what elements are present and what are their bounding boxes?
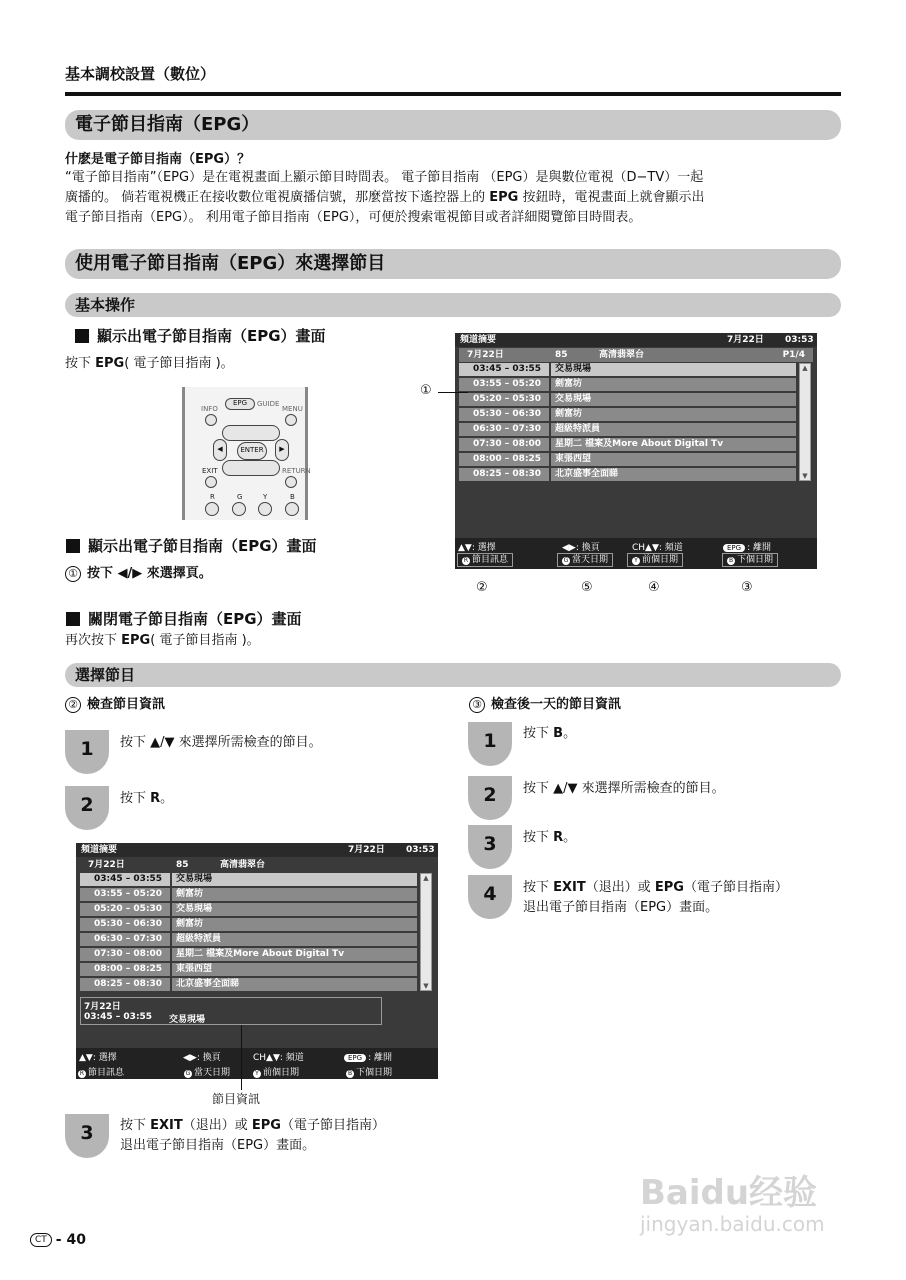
remote-y-label: Y xyxy=(263,493,268,501)
scroll-down-icon: ▼ xyxy=(802,472,808,480)
remote-left-button: ◀ xyxy=(213,439,227,461)
remote-info-label: INFO xyxy=(201,405,218,413)
section-title-epg: 電子節目指南（EPG） xyxy=(65,110,841,140)
step-badge-l1: 1 xyxy=(65,730,109,774)
remote-g-label: G xyxy=(237,493,243,501)
remote-return-button xyxy=(285,476,297,488)
remote-blue-button xyxy=(285,502,299,516)
remote-exit-button xyxy=(205,476,217,488)
today-key: G 當天日期 xyxy=(557,553,613,567)
callout-3: ③ xyxy=(741,580,753,595)
remote-return-label: RETURN xyxy=(282,467,311,475)
subsection-select: 選擇節目 xyxy=(65,663,841,687)
remote-green-button xyxy=(232,502,246,516)
epg-channel-header: 7月22日 85 高清翡翠台 xyxy=(80,858,434,872)
callout-2: ② xyxy=(476,580,488,595)
show-epg-heading-2: 顯示出電子節目指南（EPG）畫面 xyxy=(66,535,317,556)
step-r3: 按下 R。 xyxy=(523,830,577,845)
next-key: B 下個日期 xyxy=(722,553,778,567)
region-badge: CT xyxy=(30,1233,52,1247)
remote-up-button xyxy=(222,425,280,441)
right-heading: ③ 檢查後一天的節目資訊 xyxy=(469,695,621,715)
show-epg-heading: 顯示出電子節目指南（EPG）畫面 xyxy=(75,325,326,346)
epg-row[interactable]: 03:55 – 05:20 劍富坊 xyxy=(80,888,417,901)
remote-red-button xyxy=(205,502,219,516)
epg-titlebar: 頻道摘要 7月22日 03:53 xyxy=(455,333,817,347)
step-badge-l3: 3 xyxy=(65,1114,109,1158)
epg-row[interactable]: 03:55 – 05:20 劍富坊 xyxy=(459,378,796,391)
scroll-up-icon: ▲ xyxy=(423,874,429,882)
page-select-step: ① 按下 ◀/▶ 來選擇頁。 xyxy=(65,564,212,584)
step-l1: 按下 ▲/▼ 來選擇所需檢查的節目。 xyxy=(120,735,322,750)
page-footer xyxy=(30,1232,86,1248)
desc-line-2: 廣播的。 倘若電視機正在接收數位電視廣播信號，那麼當按下遙控器上的 EPG 按鈕時，電視畫面上就會顯示出 xyxy=(65,190,705,205)
epg-row[interactable]: 06:30 – 07:30 超級特派員 xyxy=(459,423,796,436)
detail-callout-label: 節目資訊 xyxy=(212,1092,261,1106)
desc-line-1: “電子節目指南”（EPG）是在電視畫面上顯示節目時間表。 電子節目指南 （EPG）是與數位電視（D−TV）一起 xyxy=(65,170,704,185)
remote-menu-button xyxy=(285,414,297,426)
epg-description xyxy=(65,168,845,228)
scroll-up-icon: ▲ xyxy=(802,364,808,372)
epg-row[interactable]: 08:25 – 08:30 北京盛事全面睇 xyxy=(80,978,417,991)
subsection-basic: 基本操作 xyxy=(65,293,841,317)
remote-enter-button: ENTER xyxy=(237,442,267,460)
step-r1: 按下 B。 xyxy=(523,726,577,741)
step-badge-l2: 2 xyxy=(65,786,109,830)
epg-row[interactable]: 06:30 – 07:30 超級特派員 xyxy=(80,933,417,946)
info-key: R 節目訊息 xyxy=(79,1068,125,1078)
epg-row[interactable]: 08:25 – 08:30 北京盛事全面睇 xyxy=(459,468,796,481)
epg-row[interactable]: 05:30 – 06:30 劍富坊 xyxy=(459,408,796,421)
epg-footer: ▲▼: 選擇 ◀▶: 換頁 CH▲▼: 頻道 EPG : 離開 R 節目訊息 G 當天日期 Y 前個日期 B 下個日期 xyxy=(76,1048,438,1079)
desc-line-3: 電子節目指南（EPG）。 利用電子節目指南（EPG），可便於搜索電視節目或者詳細閱覽節目時間表。 xyxy=(65,210,642,225)
scroll-down-icon: ▼ xyxy=(423,982,429,990)
prev-key: Y 前個日期 xyxy=(253,1065,299,1078)
watermark-brand: Baidu经验 xyxy=(640,1173,818,1213)
program-detail-box: 7月22日 03:45 – 03:55 交易現場 xyxy=(80,997,382,1025)
remote-b-label: B xyxy=(290,493,295,501)
epg-row[interactable]: 07:30 – 08:00 星期二 檔案及More About Digital Tv xyxy=(459,438,796,451)
step-badge-r2: 2 xyxy=(468,776,512,820)
remote-epg-button: EPG xyxy=(225,398,255,410)
info-key: R 節目訊息 xyxy=(457,553,513,567)
page-header-title: 基本調校設置（數位） xyxy=(65,65,216,83)
epg-scrollbar[interactable] xyxy=(420,873,432,991)
epg-row[interactable]: 07:30 – 08:00 星期二 檔案及More About Digital Tv xyxy=(80,948,417,961)
epg-scrollbar[interactable] xyxy=(799,363,811,481)
prev-key: Y 前個日期 xyxy=(627,553,683,567)
remote-menu-label: MENU xyxy=(282,405,303,413)
show-epg-text: 按下 EPG( 電子節目指南 )。 xyxy=(65,356,234,371)
epg-row[interactable]: 05:20 – 05:30 交易現場 xyxy=(459,393,796,406)
remote-down-button xyxy=(222,460,280,476)
step-l2: 按下 R。 xyxy=(120,791,174,806)
header-rule xyxy=(65,92,841,96)
page-number: - 40 xyxy=(55,1232,86,1248)
close-epg-text: 再次按下 EPG( 電子節目指南 )。 xyxy=(65,633,260,648)
callout-1: ① xyxy=(420,383,432,398)
step-badge-r3: 3 xyxy=(468,825,512,869)
epg-row[interactable]: 05:20 – 05:30 交易現場 xyxy=(80,903,417,916)
remote-yellow-button xyxy=(258,502,272,516)
section-title-select: 使用電子節目指南（EPG）來選擇節目 xyxy=(65,249,841,279)
step-l3: 按下 EXIT（退出）或 EPG（電子節目指南） 退出電子節目指南（EPG）畫面。 xyxy=(120,1118,385,1153)
today-key: G 當天日期 xyxy=(185,1068,231,1078)
remote-right-button: ▶ xyxy=(275,439,289,461)
epg-footer: ▲▼: 選擇 ◀▶: 換頁 CH▲▼: 頻道 EPG : 離開 R 節目訊息 G 當天日期 Y 前個日期 B 下個日期 xyxy=(455,538,817,569)
epg-screen-basic xyxy=(455,333,817,569)
watermark-url: jingyan.baidu.com xyxy=(640,1212,825,1236)
epg-row[interactable]: 03:45 – 03:55 交易現場 xyxy=(459,363,796,376)
callout-5: ⑤ xyxy=(581,580,593,595)
remote-exit-label: EXIT xyxy=(202,467,218,475)
epg-channel-header: 7月22日 85 高清翡翠台 P1/4 xyxy=(459,348,813,362)
step-r2: 按下 ▲/▼ 來選擇所需檢查的節目。 xyxy=(523,781,725,796)
epg-row[interactable]: 05:30 – 06:30 劍富坊 xyxy=(80,918,417,931)
callout-1-line xyxy=(438,392,468,393)
remote-guide-label: GUIDE xyxy=(257,400,280,408)
remote-control-illustration xyxy=(182,387,311,520)
next-key: B 下個日期 xyxy=(347,1068,393,1078)
epg-screen-detail xyxy=(76,843,438,1079)
epg-titlebar: 頻道摘要 7月22日 03:53 xyxy=(76,843,438,857)
detail-callout-line xyxy=(241,1025,242,1090)
remote-info-button xyxy=(205,414,217,426)
epg-row[interactable]: 08:00 – 08:25 東張西望 xyxy=(459,453,796,466)
epg-question: 什麽是電子節目指南（EPG）？ xyxy=(65,152,251,167)
step-r4: 按下 EXIT（退出）或 EPG（電子節目指南） 退出電子節目指南（EPG）畫面。 xyxy=(523,880,788,915)
callout-4: ④ xyxy=(648,580,660,595)
remote-r-label: R xyxy=(210,493,215,501)
step-badge-r4: 4 xyxy=(468,875,512,919)
step-badge-r1: 1 xyxy=(468,722,512,766)
epg-row[interactable]: 03:45 – 03:55 交易現場 xyxy=(80,873,417,886)
left-heading: ② 檢查節目資訊 xyxy=(65,695,165,715)
close-epg-heading: 關閉電子節目指南（EPG）畫面 xyxy=(66,608,302,629)
epg-row[interactable]: 08:00 – 08:25 東張西望 xyxy=(80,963,417,976)
